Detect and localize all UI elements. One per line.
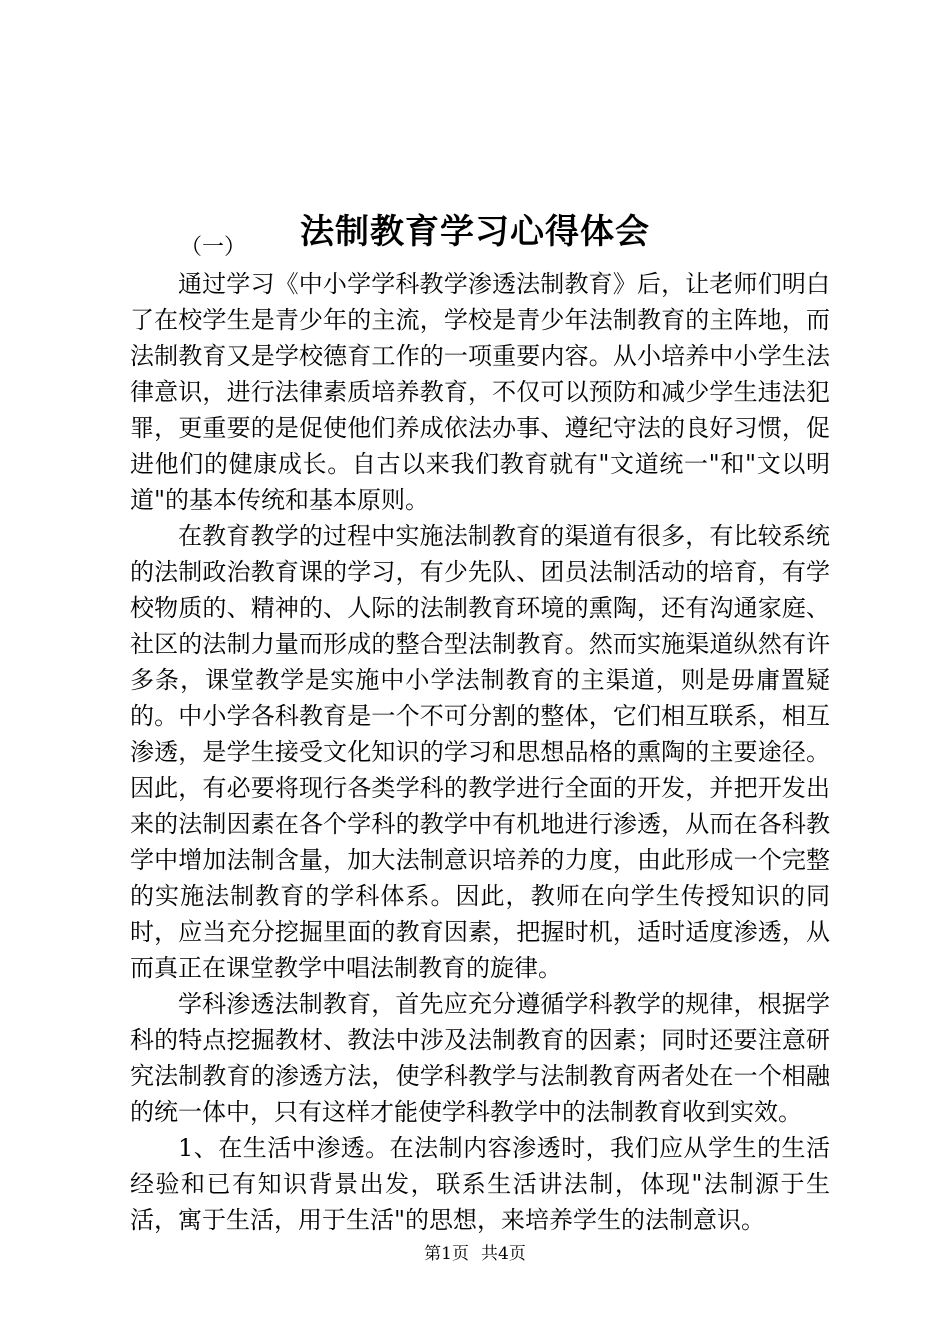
page-footer	[0, 1242, 950, 1266]
page-title: 法制教育学习心得体会	[300, 211, 650, 252]
paragraph-3: 学科渗透法制教育，首先应充分遵循学科教学的规律，根据学科的特点挖掘教材、教法中涉及法制教育的因素；同时还要注意研究法制教育的渗透方法，使学科教学与法制教育两者处在一个相融的统一体中，只有这样才能使学科教学中的法制教育收到实效。	[130, 990, 830, 1126]
paragraph-4: 1、在生活中渗透。在法制内容渗透时，我们应从学生的生活经验和已有知识背景出发，联系生活讲法制，体现"法制源于生活，寓于生活，用于生活"的思想，来培养学生的法制意识。	[130, 1134, 830, 1234]
document-body	[130, 266, 830, 1238]
paragraph-2: 在教育教学的过程中实施法制教育的渠道有很多，有比较系统的法制政治教育课的学习，有少先队、团员法制活动的培育，有学校物质的、精神的、人际的法制教育环境的熏陶，还有沟通家庭、社区的法制力量而形成的整合型法制教育。然而实施渠道纵然有许多条，课堂教学是实施中小学法制教育的主渠道，则是毋庸置疑的。中小学各科教育是一个不可分割的整体，它们相互联系，相互渗透，是学生接受文化知识的学习和思想品格的熏陶的主要途径。因此，有必要将现行各类学科的教学进行全面的开发，并把开发出来的法制因素在各个学科的教学中有机地进行渗透，从而在各科教学中增加法制含量，加大法制意识培养的力度，由此形成一个完整的实施法制教育的学科体系。因此，教师在向学生传授知识的同时，应当充分挖掘里面的教育因素，把握时机，适时适度渗透，从而真正在课堂教学中唱法制教育的旋律。	[130, 522, 830, 982]
page-number: 第1页	[424, 1244, 469, 1264]
page-total: 共4页	[481, 1244, 526, 1264]
section-marker: （一）	[180, 235, 247, 260]
paragraph-1: 通过学习《中小学学科教学渗透法制教育》后，让老师们明白了在校学生是青少年的主流，学校是青少年法制教育的主阵地，而法制教育又是学校德育工作的一项重要内容。从小培养中小学生法律意识，进行法律素质培养教育，不仅可以预防和减少学生违法犯罪，更重要的是促使他们养成依法办事、遵纪守法的良好习惯，促进他们的健康成长。自古以来我们教育就有"文道统一"和"文以明道"的基本传统和基本原则。	[130, 270, 830, 514]
